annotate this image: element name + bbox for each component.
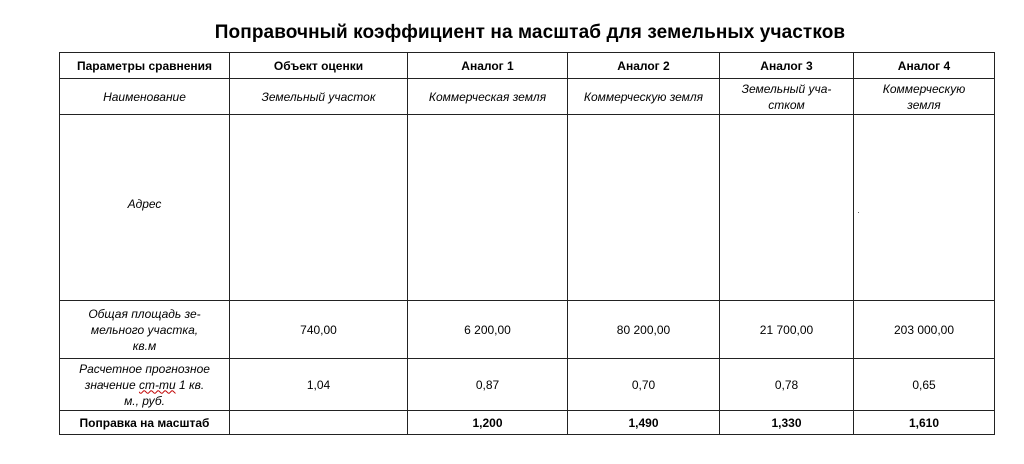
name-analog-3-line-2: стком xyxy=(768,97,805,112)
header-analog-1: Аналог 1 xyxy=(408,53,568,79)
price-analog-3: 0,78 xyxy=(720,359,854,411)
area-analog-4: 203 000,00 xyxy=(854,301,995,359)
adjustment-row xyxy=(60,411,995,435)
area-analog-2: 80 200,00 xyxy=(568,301,720,359)
name-analog-1: Коммерческая земля xyxy=(408,79,568,115)
header-analog-3: Аналог 3 xyxy=(720,53,854,79)
area-analog-3: 21 700,00 xyxy=(720,301,854,359)
address-analog-2 xyxy=(568,115,720,301)
price-row xyxy=(60,359,995,411)
area-label xyxy=(60,301,230,359)
area-subject: 740,00 xyxy=(230,301,408,359)
page-title: Поправочный коэффициент на масштаб для земельных участков xyxy=(214,22,846,43)
price-subject: 1,04 xyxy=(230,359,408,411)
adjustment-analog-3: 1,330 xyxy=(720,411,854,435)
address-label: Адрес xyxy=(60,115,230,301)
scale-adjustment-table xyxy=(59,52,995,435)
name-label: Наименование xyxy=(60,79,230,115)
area-label-line-1: Общая площадь зе- xyxy=(88,306,201,321)
price-label-line-3: м., руб. xyxy=(124,393,165,408)
name-analog-4 xyxy=(854,79,995,115)
price-label xyxy=(60,359,230,411)
price-label-line-2 xyxy=(64,377,225,393)
header-params: Параметры сравнения xyxy=(60,53,230,79)
stray-dot xyxy=(858,212,859,213)
name-analog-4-line-1: Коммерческую xyxy=(882,81,966,96)
header-subject: Объект оценки xyxy=(230,53,408,79)
price-analog-1: 0,87 xyxy=(408,359,568,411)
name-analog-2: Коммерческую земля xyxy=(568,79,720,115)
address-subject xyxy=(230,115,408,301)
name-subject: Земельный участок xyxy=(230,79,408,115)
price-analog-2: 0,70 xyxy=(568,359,720,411)
area-analog-1: 6 200,00 xyxy=(408,301,568,359)
adjustment-analog-2: 1,490 xyxy=(568,411,720,435)
header-row xyxy=(60,53,995,79)
area-label-line-3: кв.м xyxy=(132,338,157,353)
address-analog-3 xyxy=(720,115,854,301)
adjustment-subject xyxy=(230,411,408,435)
header-analog-4: Аналог 4 xyxy=(854,53,995,79)
price-analog-4: 0,65 xyxy=(854,359,995,411)
name-analog-4-line-2: земля xyxy=(907,97,941,112)
price-label-part-c: 1 кв. xyxy=(175,377,205,392)
area-row xyxy=(60,301,995,359)
header-analog-2: Аналог 2 xyxy=(568,53,720,79)
address-analog-4 xyxy=(854,115,995,301)
name-analog-3-line-1: Земельный уча- xyxy=(741,81,832,96)
price-label-part-a: значение xyxy=(84,377,139,392)
adjustment-label: Поправка на масштаб xyxy=(60,411,230,435)
price-label-part-b: ст-ти xyxy=(138,377,176,392)
address-analog-1 xyxy=(408,115,568,301)
price-label-line-1: Расчетное прогнозное xyxy=(79,361,210,376)
area-label-line-2: мельного участка, xyxy=(90,322,199,337)
adjustment-analog-4: 1,610 xyxy=(854,411,995,435)
name-analog-3 xyxy=(720,79,854,115)
name-row xyxy=(60,79,995,115)
address-row xyxy=(60,115,995,301)
adjustment-analog-1: 1,200 xyxy=(408,411,568,435)
